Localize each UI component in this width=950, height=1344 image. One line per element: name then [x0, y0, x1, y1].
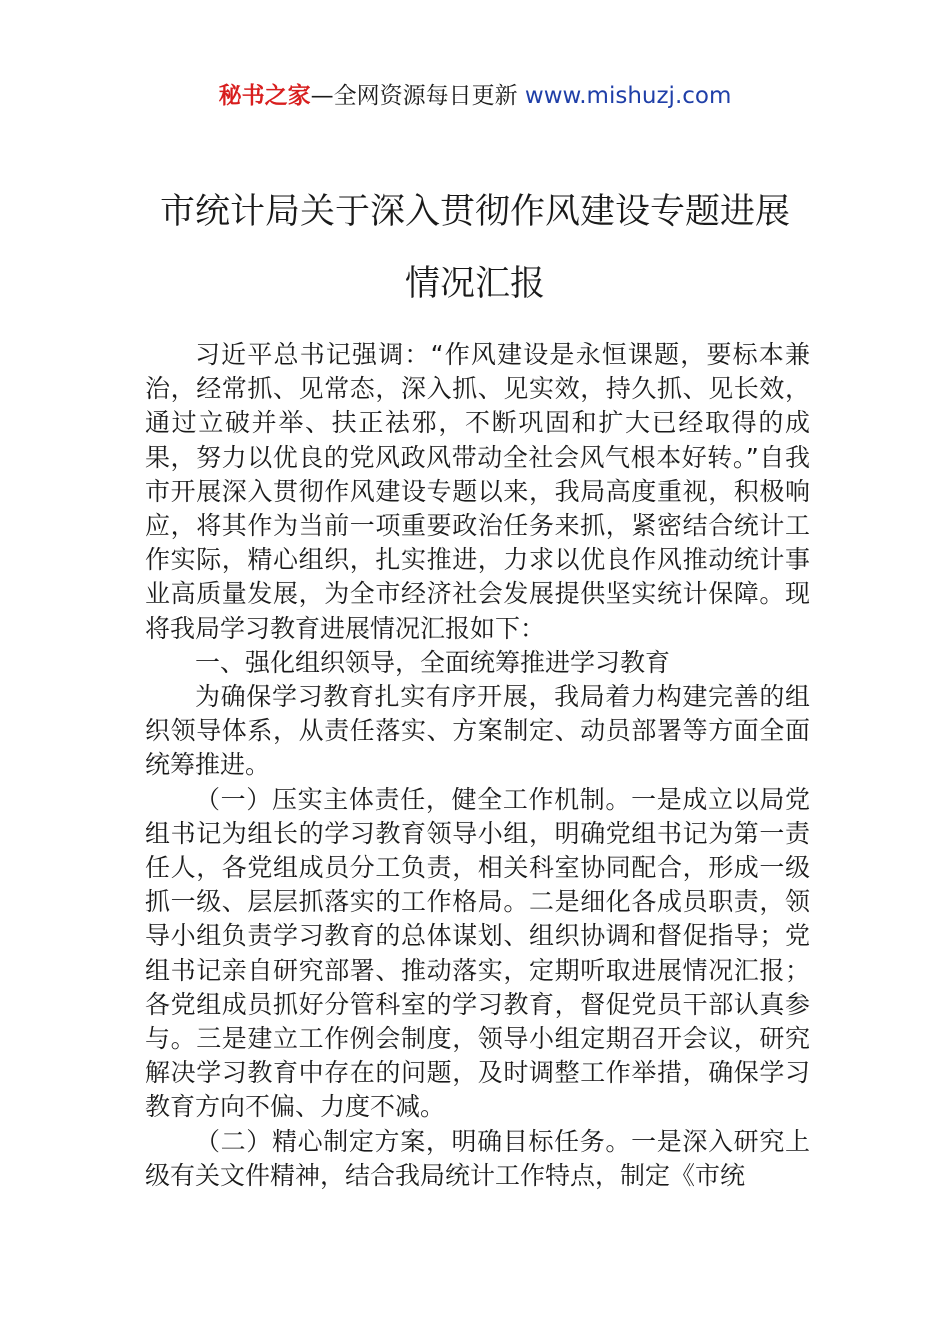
title-line-2: 情况汇报	[404, 264, 545, 304]
document-body	[145, 338, 810, 1193]
title-line-1: 市统计局关于深入贯彻作风建设专题进展	[159, 192, 790, 232]
section-intro-paragraph: 为确保学习教育扎实有序开展，我局着力构建完善的组织领导体系，从责任落实、方案制定、动员部署等方面全面统筹推进。	[145, 682, 810, 780]
site-header	[0, 80, 950, 112]
document-title	[100, 176, 850, 320]
subsection-paragraph-1: （一）压实主体责任，健全工作机制。一是成立以局党组书记为组长的学习教育领导小组，明确党组书记为第一责任人，各党组成员分工负责，相关科室协同配合，形成一级抓一级、层层抓落实的工作格局。二是细化各成员职责，领导小组负责学习教育的总体谋划、组织协调和督促指导；党组书记亲自研究部署、推动落实，定期听取进展情况汇报；各党组成员抓好分管科室的学习教育，督促党员干部认真参与。三是建立工作例会制度，领导小组定期召开会议，研究解决学习教育中存在的问题，及时调整工作举措，确保学习教育方向不偏、力度不减。	[145, 784, 810, 1122]
intro-paragraph: 习近平总书记强调：“作风建设是永恒课题，要标本兼治，经常抓、见常态，深入抓、见实效，持久抓、见长效，通过立破并举、扶正祛邪，不断巩固和扩大已经取得的成果，努力以优良的党风政风带动全社会风气根本好转。”自我市开展深入贯彻作风建设专题以来，我局高度重视，积极响应，将其作为当前一项重要政治任务来抓，紧密结合统计工作实际，精心组织，扎实推进，力求以优良作风推动统计事业高质量发展，为全市经济社会发展提供坚实统计保障。现将我局学习教育进展情况汇报如下：	[145, 340, 810, 643]
subsection-paragraph-2: （二）精心制定方案，明确目标任务。一是深入研究上级有关文件精神，结合我局统计工作特点，制定《市统	[145, 1126, 810, 1190]
brand-name: 秘书之家	[218, 83, 311, 109]
header-tagline: —全网资源每日更新	[310, 83, 518, 109]
site-url-link[interactable]: www.mishuzj.com	[524, 83, 732, 109]
section-heading-1: 一、强化组织领导，全面统筹推进学习教育	[195, 647, 671, 677]
